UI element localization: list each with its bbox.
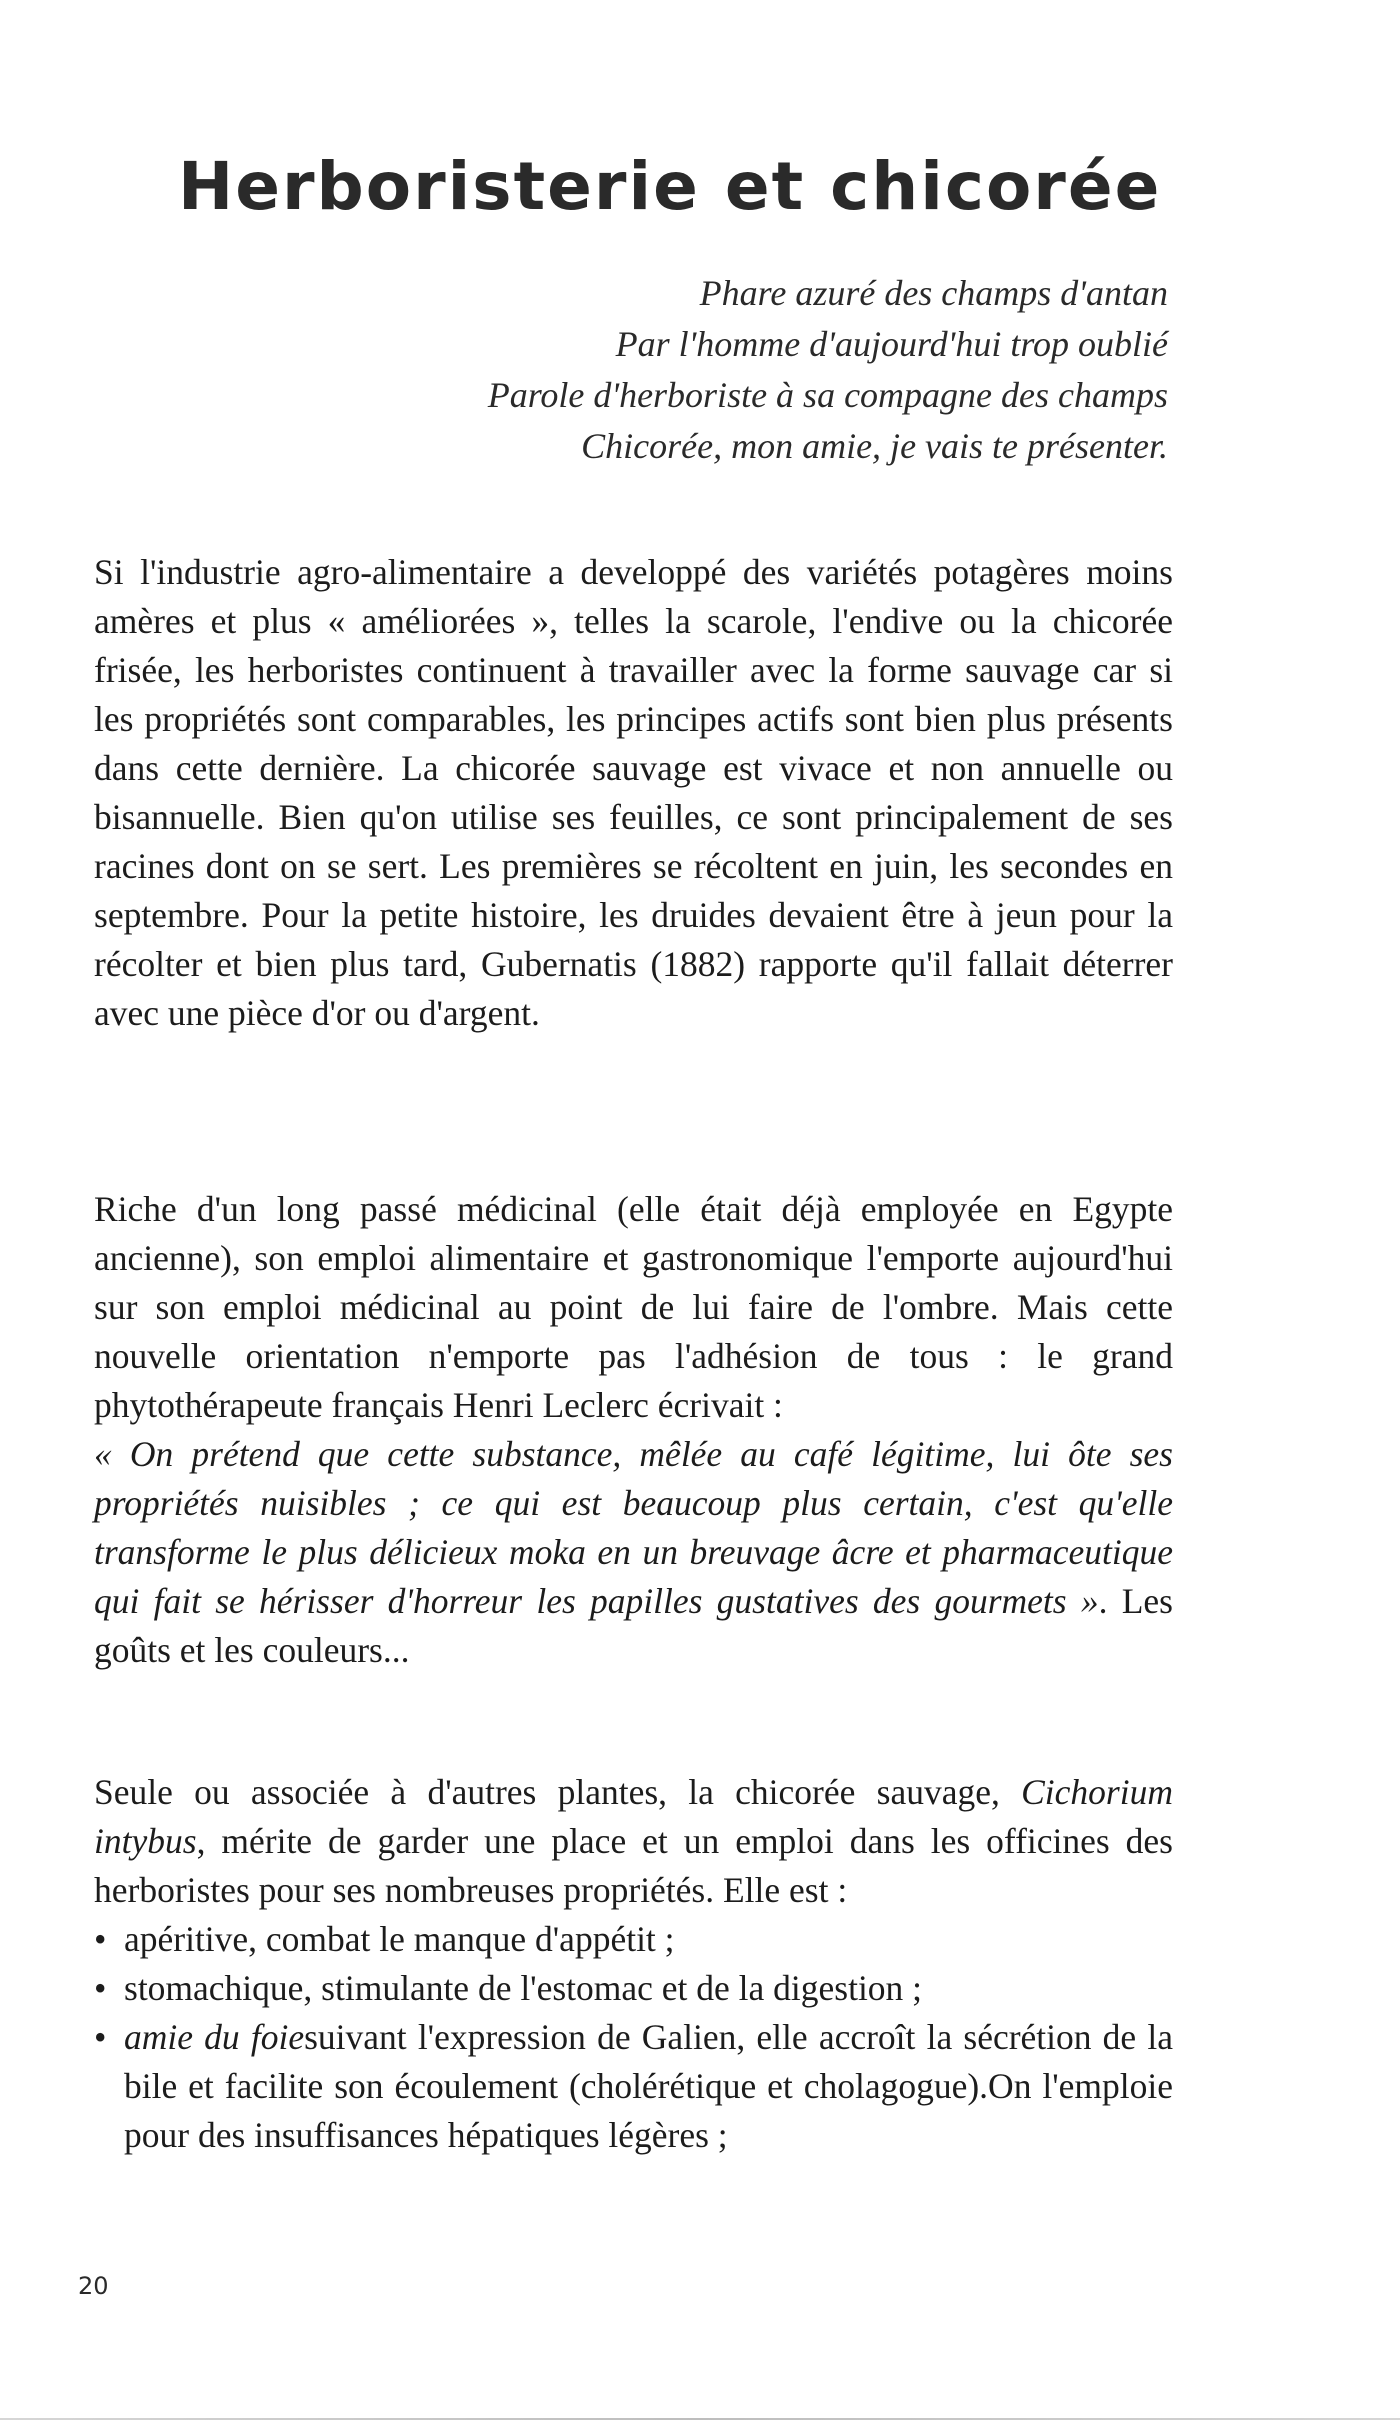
paragraph-text: [94, 1768, 1173, 1915]
list-item: [94, 2013, 1173, 2160]
list-item: [94, 1915, 1173, 1964]
list-item-text: apéritive, combat le manque d'appétit ;: [124, 1919, 675, 1959]
list-item: [94, 1964, 1173, 2013]
paragraph-wild-chicory: [94, 548, 1173, 1038]
paragraph-text: [94, 1185, 1173, 1675]
latin-name: Cichorium intybus: [94, 1772, 1173, 1861]
bullet-icon: •: [94, 1968, 107, 2008]
epigraph-line: Phare azuré des champs d'antan: [699, 273, 1168, 313]
epigraph-line: Parole d'herboriste à sa compagne des champs: [487, 375, 1168, 415]
bullet-icon: •: [94, 1919, 107, 1959]
epigraph-line: Chicorée, mon amie, je vais te présenter.: [581, 426, 1168, 466]
properties-list: [94, 1915, 1173, 2160]
bullet-icon: •: [94, 2017, 107, 2057]
epigraph-line: Par l'homme d'aujourd'hui trop oublié: [615, 324, 1168, 364]
page-title: Herboristerie et chicorée: [178, 148, 1162, 225]
page-number: 20: [78, 2272, 109, 2300]
paragraph-intro: Riche d'un long passé médicinal (elle était déjà employée en Egypte ancienne), son emploi alimentaire et gastronomique l'emporte aujourd'hui sur son emploi médicinal au point de lui faire de l'ombre. Mais cette nouvelle orientation n'emporte pas l'adhésion de tous : le grand phytothérapeute français Henri Leclerc écrivait :: [94, 1189, 1173, 1425]
paragraph-intro: Seule ou associée à d'autres plantes, la chicorée sauvage,: [94, 1772, 1022, 1812]
paragraph-intro-end: , mérite de garder une place et un emploi dans les officines des herboristes pour ses nombreuses propriétés. Elle est :: [94, 1821, 1173, 1910]
paragraph-properties: [94, 1768, 1173, 2160]
list-item-text: stomachique, stimulante de l'estomac et de la digestion ;: [124, 1968, 923, 2008]
leclerc-quote: « On prétend que cette substance, mêlée au café légitime, lui ôte ses propriétés nuisibles ; ce qui est beaucoup plus certain, c'est qu'elle transforme le plus délicieux moka en un breuvage âcre et pharmaceutique qui fait se hérisser d'horreur les papilles gustatives des gourmets »: [94, 1434, 1173, 1621]
paragraph-text: Si l'industrie agro-alimentaire a developpé des variétés potagères moins amères et plus « améliorées », telles la scarole, l'endive ou la chicorée frisée, les herboristes continuent à travailler avec la forme sauvage car si les propriétés sont comparables, les principes actifs sont bien plus présents dans cette dernière. La chicorée sauvage est vivace et non annuelle ou bisannuelle. Bien qu'on utilise ses feuilles, ce sont principalement de ses racines dont on se sert. Les premières se récoltent en juin, les secondes en septembre. Pour la petite histoire, les druides devaient être à jeun pour la récolter et bien plus tard, Gubernatis (1882) rapporte qu'il fallait déterrer avec une pièce d'or ou d'argent.: [94, 552, 1173, 1033]
epigraph-poem: [488, 268, 1168, 472]
list-item-lead: amie du foie: [124, 2017, 305, 2057]
paragraph-outro: . Les goûts et les couleurs...: [94, 1581, 1173, 1670]
list-item-text: suivant l'expression de Galien, elle accroît la sécrétion de la bile et facilite son écoulement (cholérétique et cholagogue).On l'emploie pour des insuffisances hépatiques légères ;: [124, 2017, 1173, 2155]
paragraph-medicinal-history: [94, 1185, 1173, 1675]
scan-edge-line: [0, 2418, 1400, 2420]
